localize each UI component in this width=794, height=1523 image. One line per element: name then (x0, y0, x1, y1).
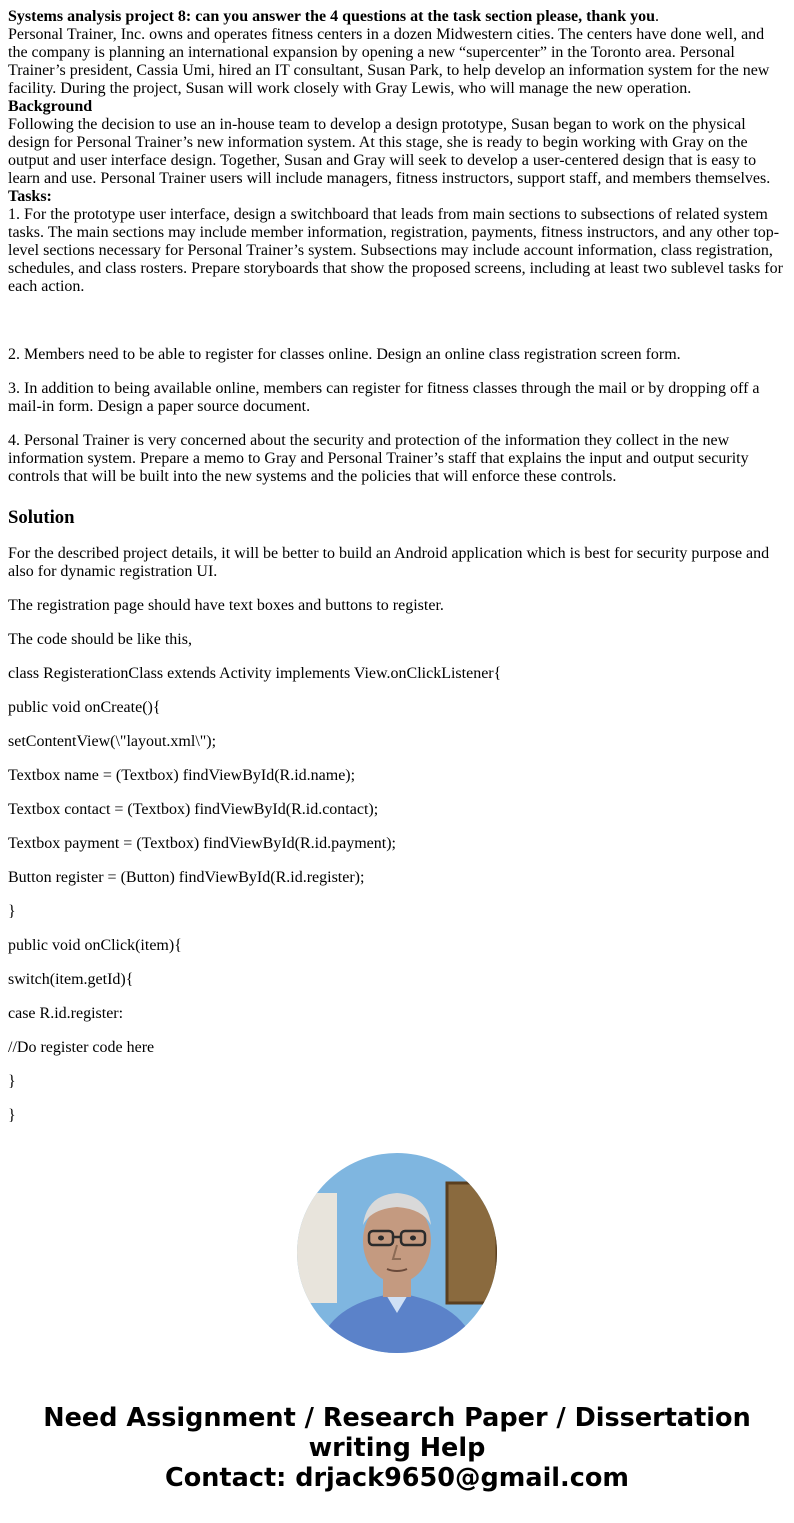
footer-banner (0, 1403, 794, 1493)
solution-paragraph: The code should be like this, (8, 631, 192, 648)
code-line: Textbox payment = (Textbox) findViewById(R.id.payment); (8, 835, 396, 852)
footer-contact: Contact: drjack9650@gmail.com (165, 1463, 629, 1493)
solution-paragraph: The registration page should have text boxes and buttons to register. (8, 597, 444, 614)
background-heading: Background (8, 98, 93, 115)
code-line: //Do register code here (8, 1039, 155, 1056)
question-title-suffix: . (655, 8, 659, 25)
code-line: } (8, 1073, 16, 1090)
task-2: 2. Members need to be able to register for classes online. Design an online class registration screen form. (8, 346, 681, 363)
avatar (297, 1153, 497, 1353)
task-1: 1. For the prototype user interface, design a switchboard that leads from main sections to subsections of related system tasks. The main sections may include member information, registration, payments, fitness instructors, and any other top-level sections necessary for Personal Trainer’s system. Subsections may include account information, class registration, schedules, and class rosters. Prepare storyboards that show the proposed screens, including at least two sublevel tasks for each action. (8, 206, 783, 295)
question-title: Systems analysis project 8: can you answer the 4 questions at the task section please, thank you (8, 8, 655, 25)
solution-paragraph: For the described project details, it will be better to build an Android application which is best for security purpose and also for dynamic registration UI. (8, 545, 770, 580)
tasks-heading: Tasks: (8, 188, 52, 205)
code-line: public void onClick(item){ (8, 937, 182, 954)
code-line: Textbox name = (Textbox) findViewById(R.id.name); (8, 767, 356, 784)
code-line: } (8, 903, 16, 920)
code-line: switch(item.getId){ (8, 971, 134, 988)
task-spacer (8, 296, 786, 330)
code-line: Textbox contact = (Textbox) findViewById(R.id.contact); (8, 801, 379, 818)
code-line: setContentView(\"layout.xml\"); (8, 733, 217, 750)
footer-help-text: Need Assignment / Research Paper / Dissertation writing Help (43, 1403, 751, 1463)
code-line: class RegisterationClass extends Activity implements View.onClickListener{ (8, 665, 502, 682)
task-4: 4. Personal Trainer is very concerned about the security and protection of the information they collect in the new information system. Prepare a memo to Gray and Personal Trainer’s staff that explains the input and output security controls that will be built into the new systems and the policies that will enforce these controls. (8, 432, 749, 485)
code-line: public void onCreate(){ (8, 699, 161, 716)
task-3: 3. In addition to being available online, members can register for fitness classes through the mail or by dropping off a mail-in form. Design a paper source document. (8, 380, 760, 415)
code-line: case R.id.register: (8, 1005, 124, 1022)
background-text: Following the decision to use an in-house team to develop a design prototype, Susan began to work on the physical design for Personal Trainer’s new information system. At this stage, she is ready to begin working with Gray on the output and user interface design. Together, Susan and Gray will seek to develop a user-centered design that is easy to learn and use. Personal Trainer users will include managers, fitness instructors, support staff, and members themselves. (8, 116, 771, 187)
avatar-portrait-icon (297, 1153, 497, 1353)
document-body (8, 8, 786, 1125)
question-intro: Personal Trainer, Inc. owns and operates fitness centers in a dozen Midwestern cities. The centers have done well, and the company is planning an international expansion by opening a new “supercenter” in the Toronto area. Personal Trainer’s president, Cassia Umi, hired an IT consultant, Susan Park, to help develop an information system for the new facility. During the project, Susan will work closely with Gray Lewis, who will manage the new operation. (8, 26, 770, 97)
code-line: } (8, 1107, 16, 1124)
code-line: Button register = (Button) findViewById(R.id.register); (8, 869, 365, 886)
solution-heading: Solution (8, 507, 75, 528)
question-title-line (8, 8, 786, 26)
